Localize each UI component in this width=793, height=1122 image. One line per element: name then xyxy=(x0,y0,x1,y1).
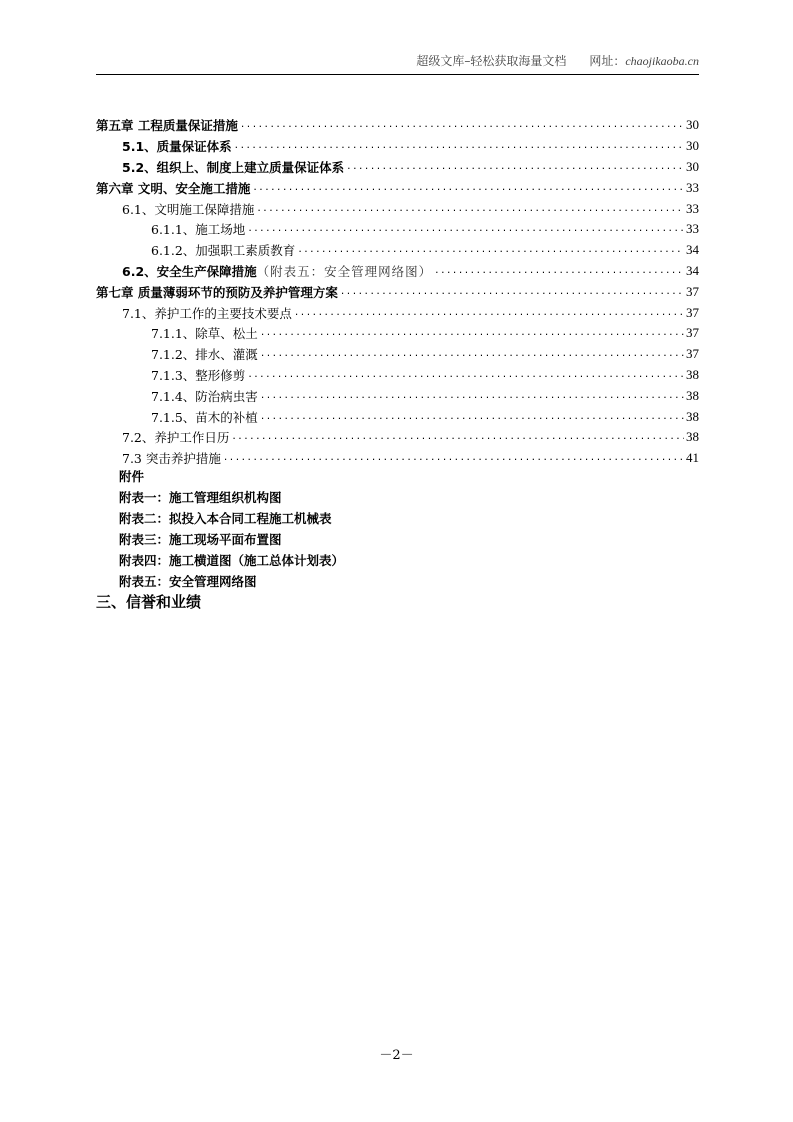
toc-entry-title: 7.1.2、排水、灌溉 xyxy=(151,347,258,363)
toc-entry[interactable] xyxy=(96,177,699,198)
toc-entry-title: 7.1.1、除草、松土 xyxy=(151,326,258,342)
toc-entry[interactable] xyxy=(96,198,699,219)
toc-entry-title: 6.2、安全生产保障措施 xyxy=(122,263,257,279)
page-number: －2－ xyxy=(379,1048,414,1063)
toc-leader-dots xyxy=(252,183,684,193)
toc-leader-dots xyxy=(247,224,684,234)
toc-leader-dots xyxy=(234,141,684,151)
toc-page-number: 38 xyxy=(686,429,699,445)
header-title: 超级文库–轻松获取海量文档 xyxy=(416,54,567,68)
toc-page-number: 41 xyxy=(686,450,699,466)
toc-entry-title: 7.2、养护工作日历 xyxy=(122,430,230,446)
toc-page-number: 33 xyxy=(686,221,699,237)
toc-page-number: 38 xyxy=(686,408,699,424)
appendix-list xyxy=(119,466,344,592)
toc-leader-dots xyxy=(260,349,684,359)
toc-entry-title: 6.1.2、加强职工素质教育 xyxy=(151,243,296,259)
toc-page-number: 33 xyxy=(686,179,699,195)
toc-page-number: 37 xyxy=(686,325,699,341)
toc-page-number: 33 xyxy=(686,200,699,216)
appendix-item: 附表五：安全管理网络图 xyxy=(119,574,257,589)
toc-entry[interactable] xyxy=(96,261,699,282)
header-site-label: 网址： xyxy=(589,54,626,68)
toc-entry[interactable] xyxy=(96,136,699,157)
appendix-item: 附表三：施工现场平面布置图 xyxy=(119,532,282,547)
toc-leader-dots xyxy=(340,287,684,297)
appendix-heading: 附件 xyxy=(119,469,145,484)
toc-leader-dots xyxy=(346,162,684,172)
toc-leader-dots xyxy=(260,412,684,422)
toc-entry[interactable] xyxy=(96,157,699,178)
toc-entry[interactable] xyxy=(96,323,699,344)
toc-entry-title: 7.3 突击养护措施 xyxy=(122,451,221,467)
toc-entry[interactable] xyxy=(96,344,699,365)
toc-leader-dots xyxy=(247,370,684,380)
toc-leader-dots xyxy=(294,308,684,318)
toc-leader-dots xyxy=(256,204,684,214)
header-site: chaojikaoba.cn xyxy=(625,54,699,68)
toc-page-number: 37 xyxy=(686,346,699,362)
toc-entry[interactable] xyxy=(96,115,699,136)
toc-entry-title: 6.1、文明施工保障措施 xyxy=(122,201,255,217)
toc-page-number: 37 xyxy=(686,283,699,299)
toc-page-number: 38 xyxy=(686,387,699,403)
appendix-item: 附表四：施工横道图（施工总体计划表） xyxy=(119,553,345,568)
appendix-item: 附表二：拟投入本合同工程施工机械表 xyxy=(119,511,332,526)
section-title: 三、信誉和业绩 xyxy=(96,593,202,611)
toc-leader-dots xyxy=(223,453,684,463)
toc-entry[interactable] xyxy=(96,281,699,302)
toc-entry-note: （附表五：安全管理网络图） xyxy=(256,263,433,279)
toc-page-number: 37 xyxy=(686,304,699,320)
toc-entry-title: 6.1.1、施工场地 xyxy=(151,222,246,238)
toc-entry-title: 第七章 质量薄弱环节的预防及养护管理方案 xyxy=(96,284,338,300)
toc-entry[interactable] xyxy=(96,406,699,427)
toc-leader-dots xyxy=(260,391,684,401)
toc-page-number: 38 xyxy=(686,366,699,382)
toc-entry-title: 7.1.5、苗木的补植 xyxy=(151,409,258,425)
toc-entry[interactable] xyxy=(96,219,699,240)
toc-entry-title: 第六章 文明、安全施工措施 xyxy=(96,180,251,196)
toc-leader-dots xyxy=(434,266,684,276)
toc-entry-title: 第五章 工程质量保证措施 xyxy=(96,118,238,134)
toc-leader-dots xyxy=(297,245,684,255)
toc-entry-title: 5.1、质量保证体系 xyxy=(122,139,232,155)
toc-entry[interactable] xyxy=(96,365,699,386)
table-of-contents xyxy=(96,115,699,469)
toc-leader-dots xyxy=(260,328,684,338)
toc-page-number: 34 xyxy=(686,262,699,278)
toc-page-number: 30 xyxy=(686,138,699,154)
toc-entry-title: 7.1.3、整形修剪 xyxy=(151,367,246,383)
toc-entry-title: 7.1.4、防治病虫害 xyxy=(151,388,258,404)
toc-leader-dots xyxy=(231,432,684,442)
appendix-item: 附表一：施工管理组织机构图 xyxy=(119,490,282,505)
toc-entry[interactable] xyxy=(96,302,699,323)
toc-entry[interactable] xyxy=(96,385,699,406)
toc-page-number: 30 xyxy=(686,158,699,174)
toc-entry[interactable] xyxy=(96,427,699,448)
toc-page-number: 30 xyxy=(686,117,699,133)
page-header xyxy=(96,52,699,75)
toc-leader-dots xyxy=(240,120,684,130)
toc-page-number: 34 xyxy=(686,242,699,258)
toc-entry-title: 5.2、组织上、制度上建立质量保证体系 xyxy=(122,159,345,175)
toc-entry-title: 7.1、养护工作的主要技术要点 xyxy=(122,305,292,321)
toc-entry[interactable] xyxy=(96,240,699,261)
